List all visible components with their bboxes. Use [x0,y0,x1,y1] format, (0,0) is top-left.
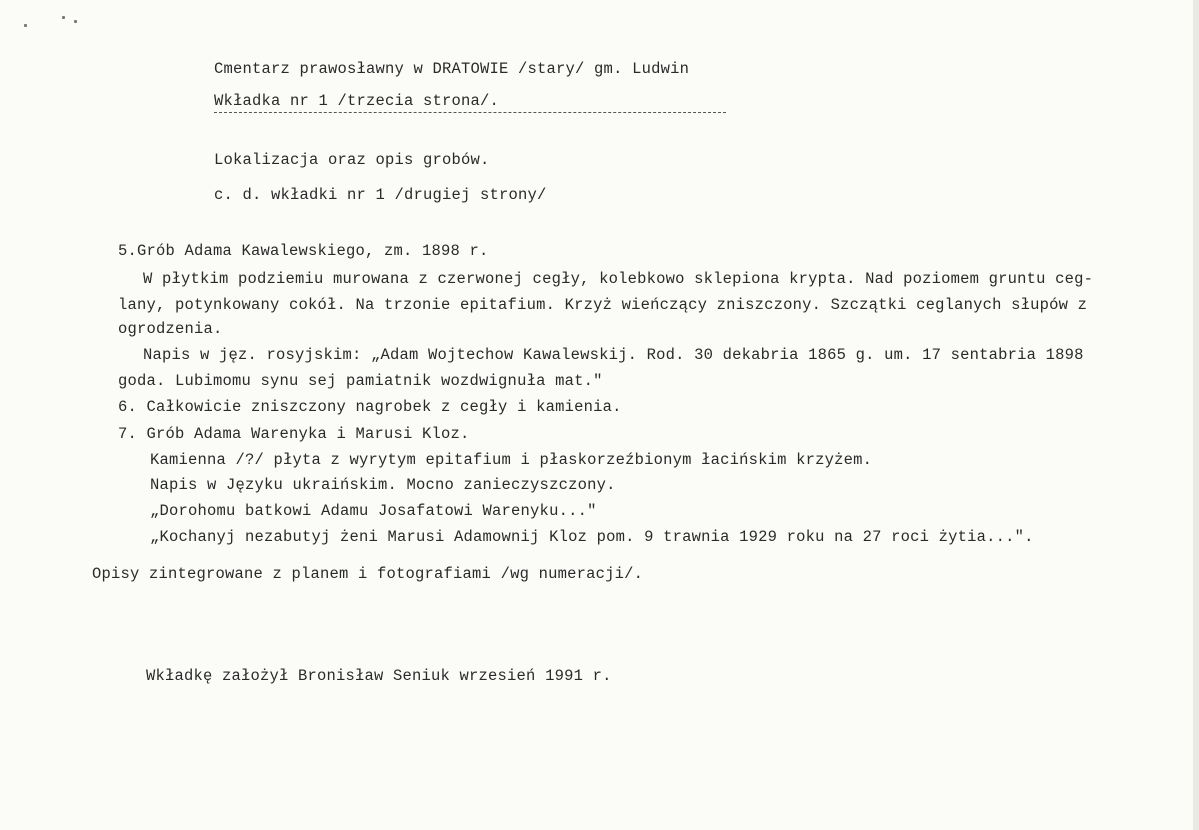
entry-7-line-2: Napis w Języku ukraińskim. Mocno zanieczyszczony. [150,476,616,494]
entry-7-title: 7. Grób Adama Warenyka i Marusi Kloz. [118,425,470,443]
speck [24,24,27,27]
intro-line-1: Lokalizacja oraz opis grobów. [214,151,490,169]
entry-5-title: 5.Grób Adama Kawalewskiego, zm. 1898 r. [118,242,489,260]
author-footer: Wkładkę założył Bronisław Seniuk wrzesień 1991 r. [146,667,612,685]
entry-5-line-3: ogrodzenia. [118,320,223,338]
entry-7-line-3: „Dorohomu batkowi Adamu Josafatowi Warenyku..." [150,502,597,520]
page-edge [1193,0,1199,830]
entry-5-line-1: W płytkim podziemiu murowana z czerwonej cegły, kolebkowo sklepiona krypta. Nad poziomem gruntu ceg- [143,270,1094,288]
speck [74,20,77,23]
dashed-underline [214,112,726,113]
entry-7-line-1: Kamienna /?/ płyta z wyrytym epitafium i płaskorzeźbionym łacińskim krzyżem. [150,451,873,469]
insert-label: Wkładka nr 1 /trzecia strona/. [214,92,500,110]
entry-5-line-5: goda. Lubimomu synu sej pamiatnik wozdwignuła mat." [118,372,603,390]
speck [62,16,65,19]
entry-5-line-2: lany, potynkowany cokół. Na trzonie epitafium. Krzyż wieńczący zniszczony. Szczątki ceglanych słupów z [118,296,1088,314]
entry-5-line-4: Napis w jęz. rosyjskim: „Adam Wojtechow Kawalewskij. Rod. 30 dekabria 1865 g. um. 17 sentabria 1898 [143,346,1084,364]
entry-6: 6. Całkowicie zniszczony nagrobek z cegły i kamienia. [118,398,622,416]
intro-line-2: c. d. wkładki nr 1 /drugiej strony/ [214,186,547,204]
document-title: Cmentarz prawosławny w DRATOWIE /stary/ gm. Ludwin [214,60,690,78]
integration-note: Opisy zintegrowane z planem i fotografiami /wg numeracji/. [92,565,644,583]
entry-7-line-4: „Kochanyj nezabutyj żeni Marusi Adamownij Kloz pom. 9 trawnia 1929 roku na 27 roci żytia...". [150,528,1034,546]
